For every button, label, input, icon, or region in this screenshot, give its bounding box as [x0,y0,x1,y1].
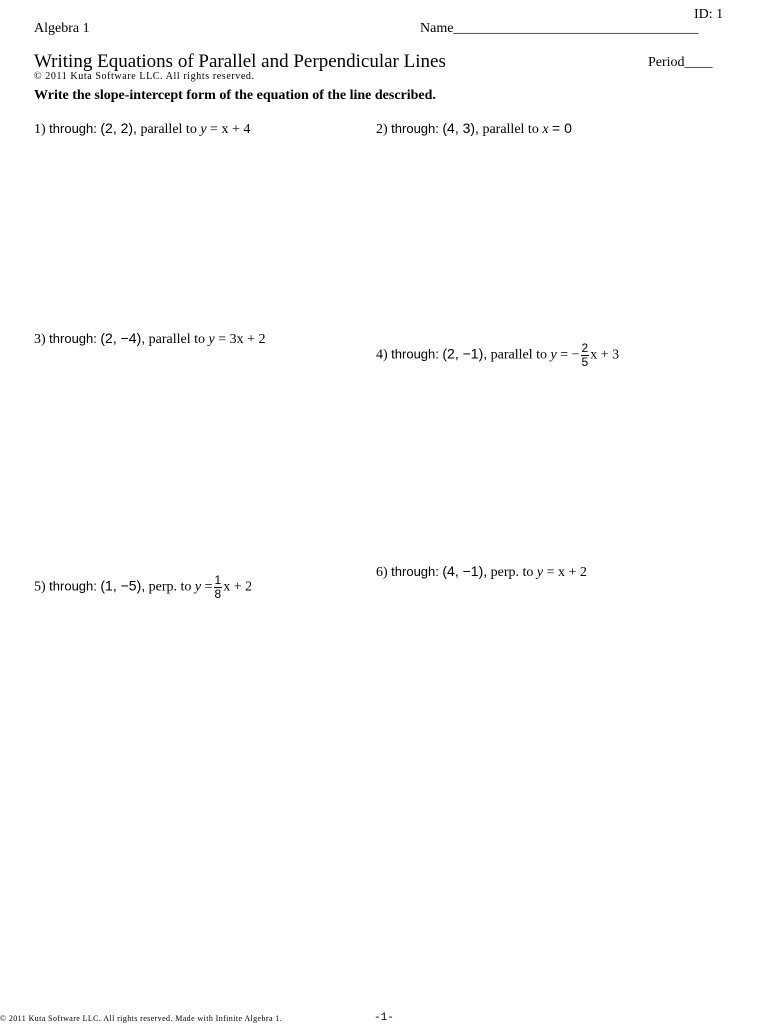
equation-suffix: x + 3 [590,347,620,363]
period-field: Period____ [648,55,713,70]
fraction-numerator: 2 [581,341,589,355]
problem-point: (1, −5), [100,577,146,594]
problem-label: through: [49,578,97,594]
problem-number: 6) [376,565,388,580]
problem-number: 5) [34,579,46,595]
problem-point: (2, −1), [442,345,488,362]
problem-number: 1) [34,122,46,137]
problem-point: (2, 2), [100,120,137,136]
fraction-denominator: 8 [214,587,222,601]
equation-rest: = 0 [552,120,572,136]
equation-fraction [214,574,223,601]
problem-number: 2) [376,122,388,137]
equation-variable: y [536,565,544,580]
problem-relation: parallel to [140,122,197,137]
problem-number: 3) [34,332,46,347]
worksheet-title: Writing Equations of Parallel and Perpendicular Lines [34,51,446,72]
fraction-numerator: 1 [214,573,222,587]
footer-copyright: © 2011 Kuta Software LLC. All rights reserved. Made with Infinite Algebra 1. [0,1014,283,1023]
problem-number: 4) [376,347,388,363]
worksheet-id: ID: 1 [694,7,724,22]
course-name: Algebra 1 [34,21,90,36]
equation-rest: = 3x + 2 [218,332,266,347]
problem-label: through: [49,331,97,346]
problem-label: through: [49,121,97,136]
problem-6 [376,563,587,581]
problem-3 [34,330,266,348]
equation-variable: y [550,347,557,363]
problem-relation: parallel to [148,332,205,347]
problem-label: through: [391,346,439,362]
equation-variable: y [208,332,215,347]
problem-point: (4, 3), [442,120,479,136]
equation-prefix: = [204,579,213,595]
equation-rest: = x + 2 [546,565,587,580]
equation-variable: x [542,122,549,137]
problem-label: through: [391,564,439,579]
problem-relation: perp. to [148,579,192,595]
instructions: Write the slope-intercept form of the equation of the line described. [34,88,436,103]
problem-1 [34,120,250,138]
problem-label: through: [391,121,439,136]
page-number: -1- [374,1012,394,1024]
equation-fraction [581,342,590,369]
problem-relation: parallel to [482,122,539,137]
problem-point: (4, −1), [442,563,488,579]
equation-prefix: = − [560,347,580,363]
problem-point: (2, −4), [100,330,146,346]
problem-relation: perp. to [490,565,534,580]
problem-4 [376,342,619,369]
fraction-denominator: 5 [581,355,589,369]
name-field: Name___________________________________ [420,21,699,36]
problem-2 [376,120,572,138]
equation-variable: y [200,122,207,137]
problem-5 [34,574,252,601]
equation-variable: y [194,579,202,595]
header-copyright: © 2011 Kuta Software LLC. All rights reserved. [34,71,255,82]
equation-rest: = x + 4 [210,122,251,137]
problem-relation: parallel to [490,347,547,363]
equation-suffix: x + 2 [223,579,253,595]
